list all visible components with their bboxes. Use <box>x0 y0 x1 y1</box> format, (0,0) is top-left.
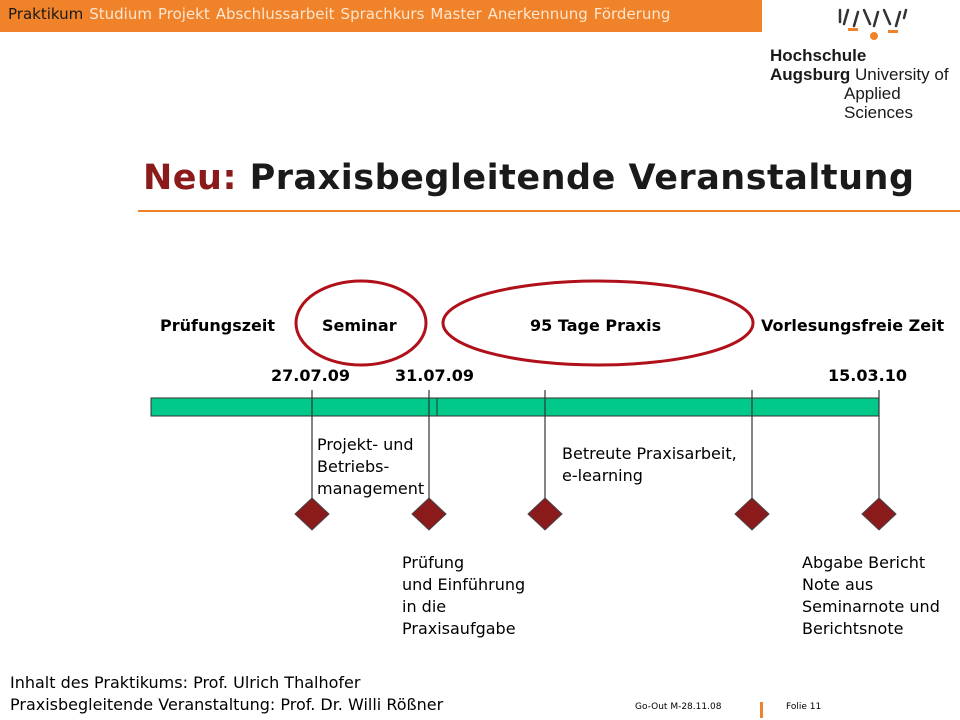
phase-label-seminar: Seminar <box>322 316 397 335</box>
logo-line-3: Applied Sciences <box>844 84 913 122</box>
note-line: Prüfung <box>402 553 465 572</box>
date-label-end: 15.03.10 <box>828 366 907 385</box>
note-line: e-learning <box>562 466 643 485</box>
nav-item-sprachkurs[interactable]: Sprachkurs <box>340 5 425 23</box>
milestone-diamond-1 <box>295 498 329 530</box>
note-line: Seminarnote und <box>802 597 940 616</box>
nav-item-master[interactable]: Master <box>430 5 482 23</box>
logo-line-2-bold: Augsburg <box>770 65 851 84</box>
note-line: Berichtsnote <box>802 619 904 638</box>
date-label-seminar-end: 31.07.09 <box>395 366 474 385</box>
title-prefix: Neu: <box>143 158 237 198</box>
footer-slide-number: Folie 11 <box>786 702 822 712</box>
milestone-diamond-2 <box>412 498 446 530</box>
nav-item-projekt[interactable]: Projekt <box>157 5 210 23</box>
note-line: Praxisaufgabe <box>402 619 516 638</box>
phase-label-vorlesungsfrei: Vorlesungsfreie Zeit <box>761 316 945 335</box>
date-label-start: 27.07.09 <box>271 366 350 385</box>
note-line: Note aus <box>802 575 874 594</box>
title-main: Praxisbegleitende Veranstaltung <box>249 158 915 198</box>
note-line: Abgabe Bericht <box>802 553 926 572</box>
note-line: in die <box>402 597 447 616</box>
logo-line-1: Hochschule <box>770 46 867 65</box>
nav-item-studium[interactable]: Studium <box>89 5 152 23</box>
footer-credits <box>10 672 443 716</box>
footer-document-code: Go-Out M-28.11.08 <box>635 702 722 712</box>
phase-label-praxis: 95 Tage Praxis <box>530 316 662 335</box>
note-pruefung-einfuehrung <box>402 552 525 640</box>
note-line: management <box>317 479 425 498</box>
footer-line-2: Praxisbegleitende Veranstaltung: Prof. Dr. Willi Rößner <box>10 695 444 714</box>
note-line: und Einführung <box>402 575 526 594</box>
note-abgabe-bericht <box>802 552 940 640</box>
note-line: Betreute Praxisarbeit, <box>562 444 737 463</box>
phase-label-pruefungszeit: Prüfungszeit <box>160 316 276 335</box>
milestone-diamond-4 <box>735 498 769 530</box>
nav-item-abschlussarbeit[interactable]: Abschlussarbeit <box>215 5 335 23</box>
nav-item-foerderung[interactable]: Förderung <box>593 5 671 23</box>
footer-divider <box>760 702 763 718</box>
nav-item-praktikum[interactable]: Praktikum <box>8 5 84 23</box>
note-line: Projekt- und <box>317 435 414 454</box>
logo-line-2-rest: University of <box>855 65 949 84</box>
nav-item-anerkennung[interactable]: Anerkennung <box>487 5 588 23</box>
note-projekt-management <box>317 434 424 500</box>
timeline-bar <box>151 398 879 416</box>
milestone-diamond-5 <box>862 498 896 530</box>
milestone-diamond-3 <box>528 498 562 530</box>
note-betreute-praxisarbeit <box>562 443 737 487</box>
note-line: Betriebs- <box>317 457 390 476</box>
footer-line-1: Inhalt des Praktikums: Prof. Ulrich Thalhofer <box>10 673 361 692</box>
